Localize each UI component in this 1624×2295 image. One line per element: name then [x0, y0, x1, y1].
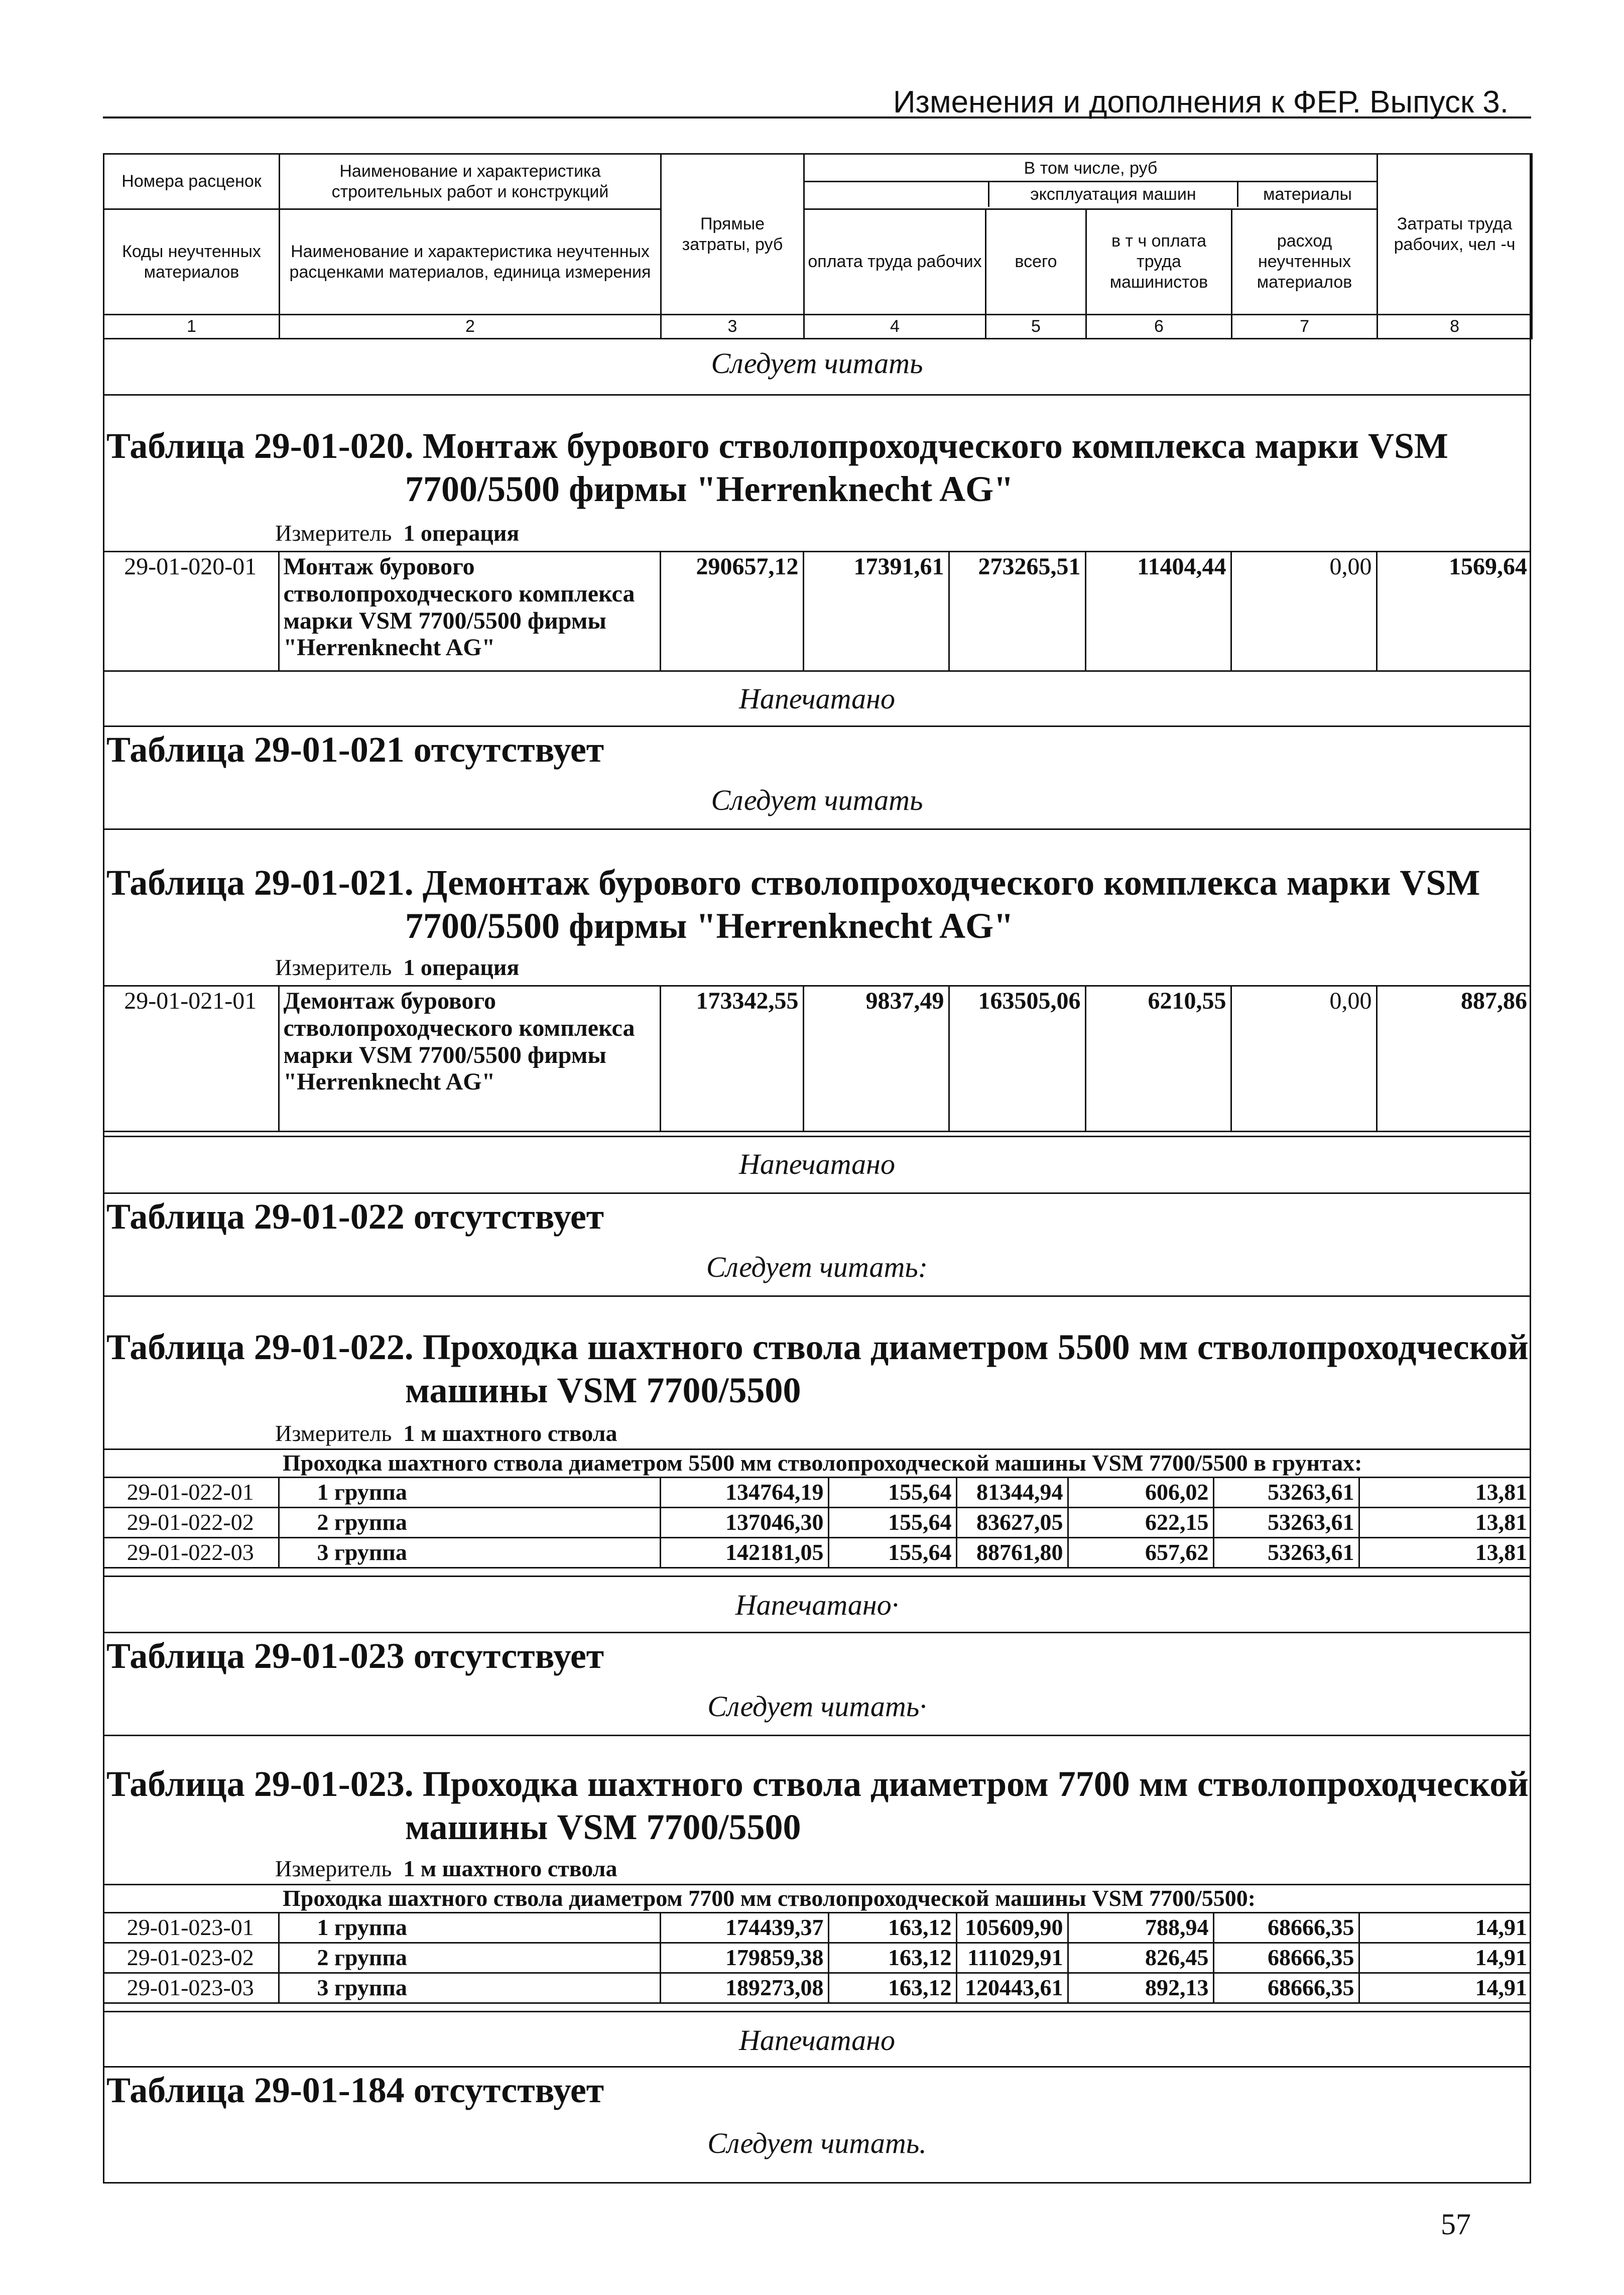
- col-num-5: 5: [986, 315, 1086, 339]
- row-code: 29-01-023-01: [103, 1912, 279, 1943]
- col8-header: Затраты труда рабочих, чел -ч: [1378, 154, 1532, 315]
- row-code: 29-01-021-01: [103, 986, 279, 1132]
- cell-c4: 163,12: [828, 1943, 956, 1973]
- measure-value: 1 операция: [403, 520, 520, 546]
- absent-29-01-023: Таблица 29-01-023 отсутствует: [106, 1636, 604, 1676]
- measure-label: Измеритель: [275, 954, 392, 980]
- cell-c6: 826,45: [1068, 1943, 1213, 1973]
- cell-c3: 134764,19: [660, 1477, 828, 1507]
- cell-c8: 13,81: [1359, 1537, 1531, 1567]
- row-name: 3 группа: [279, 1537, 660, 1567]
- cell-c3: 174439,37: [660, 1912, 828, 1943]
- cell-c8: 14,91: [1359, 1973, 1531, 2003]
- cell-c8: 1569,64: [1377, 552, 1531, 671]
- col5-header: всего: [986, 209, 1086, 315]
- col6-header: в т ч оплата труда машинистов: [1086, 209, 1232, 315]
- title-line2: 7700/5500 фирмы "Herrenknecht AG": [405, 469, 1014, 510]
- section-divider: [103, 2011, 1531, 2012]
- section-divider: [103, 1192, 1531, 1194]
- note-should-read: Следует читать.: [707, 2127, 927, 2159]
- col-num-3: 3: [661, 315, 804, 339]
- cell-c5: 120443,61: [956, 1973, 1068, 2003]
- cell-c4: 163,12: [828, 1973, 956, 2003]
- table-subheading: Проходка шахтного ствола диаметром 7700 мм стволопроходческой машины VSM 7700/5500:: [279, 1885, 1531, 1913]
- table-row: [103, 986, 1531, 1132]
- row-name: 2 группа: [279, 1943, 660, 1973]
- title-line2: машины VSM 7700/5500: [405, 1370, 801, 1411]
- data-table-29-01-023: [103, 1884, 1531, 2004]
- table-title-29-01-020: [106, 424, 1448, 511]
- cell-c4: 163,12: [828, 1912, 956, 1943]
- cell-c5: 81344,94: [956, 1477, 1068, 1507]
- cell-c8: 13,81: [1359, 1477, 1531, 1507]
- measure-value: 1 м шахтного ствола: [403, 1856, 617, 1881]
- table-row: [103, 552, 1531, 671]
- group-header-label: В том числе, руб: [805, 156, 1377, 182]
- col-num-1: 1: [104, 315, 280, 339]
- materials-header: материалы: [1263, 185, 1352, 204]
- measure-label: Измеритель: [275, 1856, 392, 1881]
- document-header: Изменения и дополнения к ФЕР. Выпуск 3.: [893, 85, 1509, 119]
- cell-c6: 657,62: [1068, 1537, 1213, 1567]
- cell-c5: 273265,51: [949, 552, 1085, 671]
- cell-c3: 142181,05: [660, 1537, 828, 1567]
- cell-c6: 622,15: [1068, 1507, 1213, 1537]
- header-rule: [103, 116, 1531, 118]
- col1-header-top: Номера расценок: [104, 154, 280, 209]
- row-name: 1 группа: [279, 1477, 660, 1507]
- col-num-8: 8: [1378, 315, 1532, 339]
- table-row: [103, 1943, 1531, 1973]
- col1-header-bottom: Коды неучтенных материалов: [104, 209, 280, 315]
- measure-29-01-020: [275, 520, 519, 546]
- absent-29-01-022: Таблица 29-01-022 отсутствует: [106, 1196, 604, 1237]
- cell-c5: 105609,90: [956, 1912, 1068, 1943]
- cell-c8: 887,86: [1377, 986, 1531, 1132]
- row-code: 29-01-022-03: [103, 1537, 279, 1567]
- title-line1: Таблица 29-01-021. Демонтаж бурового стволопроходческого комплекса марки VSM: [106, 863, 1480, 903]
- measure-label: Измеритель: [275, 1420, 392, 1446]
- section-divider: [103, 670, 1531, 672]
- row-name: Монтаж бурового стволопроходческого комплекса марки VSM 7700/5500 фирмы "Herrenknecht AG": [279, 552, 660, 671]
- data-table-29-01-021: [103, 985, 1531, 1132]
- table-subheading: Проходка шахтного ствола диаметром 5500 мм стволопроходческой машины VSM 7700/5500 в грунтах:: [279, 1450, 1531, 1478]
- subheader-spacer: [805, 182, 989, 207]
- page-number: 57: [1441, 2208, 1471, 2241]
- row-code: 29-01-022-02: [103, 1507, 279, 1537]
- section-divider: [103, 1576, 1531, 1577]
- data-table-29-01-022: [103, 1448, 1531, 1568]
- note-should-read: Следует читать·: [707, 1690, 927, 1723]
- cell-c3: 189273,08: [660, 1973, 828, 2003]
- section-divider: [103, 828, 1531, 830]
- section-divider: [103, 2066, 1531, 2068]
- col4-header: оплата труда рабочих: [804, 209, 986, 315]
- table-title-29-01-023: [106, 1762, 1529, 1849]
- title-line1: Таблица 29-01-023. Проходка шахтного ствола диаметром 7700 мм стволопроходческой: [106, 1764, 1529, 1804]
- cell-c5: 111029,91: [956, 1943, 1068, 1973]
- col3-header: Прямые затраты, руб: [661, 154, 804, 315]
- row-code: 29-01-022-01: [103, 1477, 279, 1507]
- column-header-table: [103, 153, 1533, 339]
- cell-c6: 606,02: [1068, 1477, 1213, 1507]
- table-row: [103, 1507, 1531, 1537]
- row-code: 29-01-020-01: [103, 552, 279, 671]
- cell-c7: 0,00: [1231, 986, 1377, 1132]
- absent-29-01-021: Таблица 29-01-021 отсутствует: [106, 730, 604, 770]
- cell-c4: 17391,61: [803, 552, 949, 671]
- section-divider: [103, 1735, 1531, 1736]
- measure-value: 1 м шахтного ствола: [403, 1420, 617, 1446]
- row-name: Демонтаж бурового стволопроходческого комплекса марки VSM 7700/5500 фирмы "Herrenknecht AG": [279, 986, 660, 1132]
- cell-c3: 173342,55: [660, 986, 803, 1132]
- absent-29-01-184: Таблица 29-01-184 отсутствует: [106, 2070, 604, 2110]
- row-name: 1 группа: [279, 1912, 660, 1943]
- cell-c7: 53263,61: [1213, 1477, 1359, 1507]
- cell-c3: 137046,30: [660, 1507, 828, 1537]
- table-title-29-01-022: [106, 1325, 1529, 1412]
- section-divider: [103, 1136, 1531, 1137]
- cell-c7: 53263,61: [1213, 1537, 1359, 1567]
- col7-header: расход неучтенных материалов: [1232, 209, 1378, 315]
- note-should-read: Следует читать:: [706, 1251, 928, 1283]
- subhead-spacer: [103, 1450, 279, 1478]
- col-num-7: 7: [1232, 315, 1378, 339]
- measure-label: Измеритель: [275, 520, 392, 546]
- col-num-4: 4: [804, 315, 986, 339]
- table-row: [103, 1537, 1531, 1567]
- table-row: [103, 1912, 1531, 1943]
- cell-c4: 155,64: [828, 1477, 956, 1507]
- section-divider: [103, 394, 1531, 396]
- cell-c6: 11404,44: [1085, 552, 1231, 671]
- cell-c7: 53263,61: [1213, 1507, 1359, 1537]
- note-printed: Напечатано·: [735, 1589, 899, 1621]
- cell-c4: 9837,49: [803, 986, 949, 1132]
- cell-c7: 68666,35: [1213, 1943, 1359, 1973]
- cell-c7: 68666,35: [1213, 1973, 1359, 2003]
- row-name: 2 группа: [279, 1507, 660, 1537]
- note-should-read: Следует читать: [711, 784, 923, 816]
- row-code: 29-01-023-03: [103, 1973, 279, 2003]
- cell-c4: 155,64: [828, 1537, 956, 1567]
- cell-c5: 83627,05: [956, 1507, 1068, 1537]
- cell-c6: 788,94: [1068, 1912, 1213, 1943]
- cell-c8: 14,91: [1359, 1912, 1531, 1943]
- note-should-read: Следует читать: [711, 347, 923, 380]
- title-line1: Таблица 29-01-022. Проходка шахтного ствола диаметром 5500 мм стволопроходческой: [106, 1327, 1529, 1367]
- section-divider: [103, 726, 1531, 727]
- cell-c3: 179859,38: [660, 1943, 828, 1973]
- section-divider: [103, 1295, 1531, 1297]
- col-num-6: 6: [1086, 315, 1232, 339]
- cell-c8: 14,91: [1359, 1943, 1531, 1973]
- title-line2: машины VSM 7700/5500: [405, 1807, 801, 1848]
- cell-c7: 68666,35: [1213, 1912, 1359, 1943]
- cell-c6: 6210,55: [1085, 986, 1231, 1132]
- title-line1: Таблица 29-01-020. Монтаж бурового стволопроходческого комплекса марки VSM: [106, 426, 1448, 466]
- col-num-2: 2: [280, 315, 661, 339]
- subhead-spacer: [103, 1885, 279, 1913]
- cell-c3: 290657,12: [660, 552, 803, 671]
- table-row: [103, 1477, 1531, 1507]
- measure-value: 1 операция: [403, 954, 520, 980]
- measure-29-01-023: [275, 1855, 617, 1882]
- measure-29-01-022: [275, 1420, 617, 1446]
- data-table-29-01-020: [103, 551, 1531, 672]
- row-code: 29-01-023-02: [103, 1943, 279, 1973]
- group-header: [804, 154, 1378, 209]
- cell-c4: 155,64: [828, 1507, 956, 1537]
- note-printed: Напечатано: [739, 1148, 895, 1180]
- machines-header: эксплуатация машин: [989, 182, 1238, 207]
- col2-header-bottom: Наименование и характеристика неучтенных расценками материалов, единица измерения: [280, 209, 661, 315]
- cell-c6: 892,13: [1068, 1973, 1213, 2003]
- title-line2: 7700/5500 фирмы "Herrenknecht AG": [405, 906, 1014, 946]
- table-row: [103, 1973, 1531, 2003]
- row-name: 3 группа: [279, 1973, 660, 2003]
- note-printed: Напечатано: [739, 682, 895, 715]
- table-title-29-01-021: [106, 861, 1480, 948]
- measure-29-01-021: [275, 954, 519, 981]
- cell-c7: 0,00: [1231, 552, 1377, 671]
- group-subheader: [805, 182, 1377, 207]
- cell-c8: 13,81: [1359, 1507, 1531, 1537]
- cell-c5: 163505,06: [949, 986, 1085, 1132]
- note-printed: Напечатано: [739, 2024, 895, 2057]
- cell-c5: 88761,80: [956, 1537, 1068, 1567]
- col2-header-top: Наименование и характеристика строительных работ и конструкций: [280, 154, 661, 209]
- section-divider: [103, 1632, 1531, 1633]
